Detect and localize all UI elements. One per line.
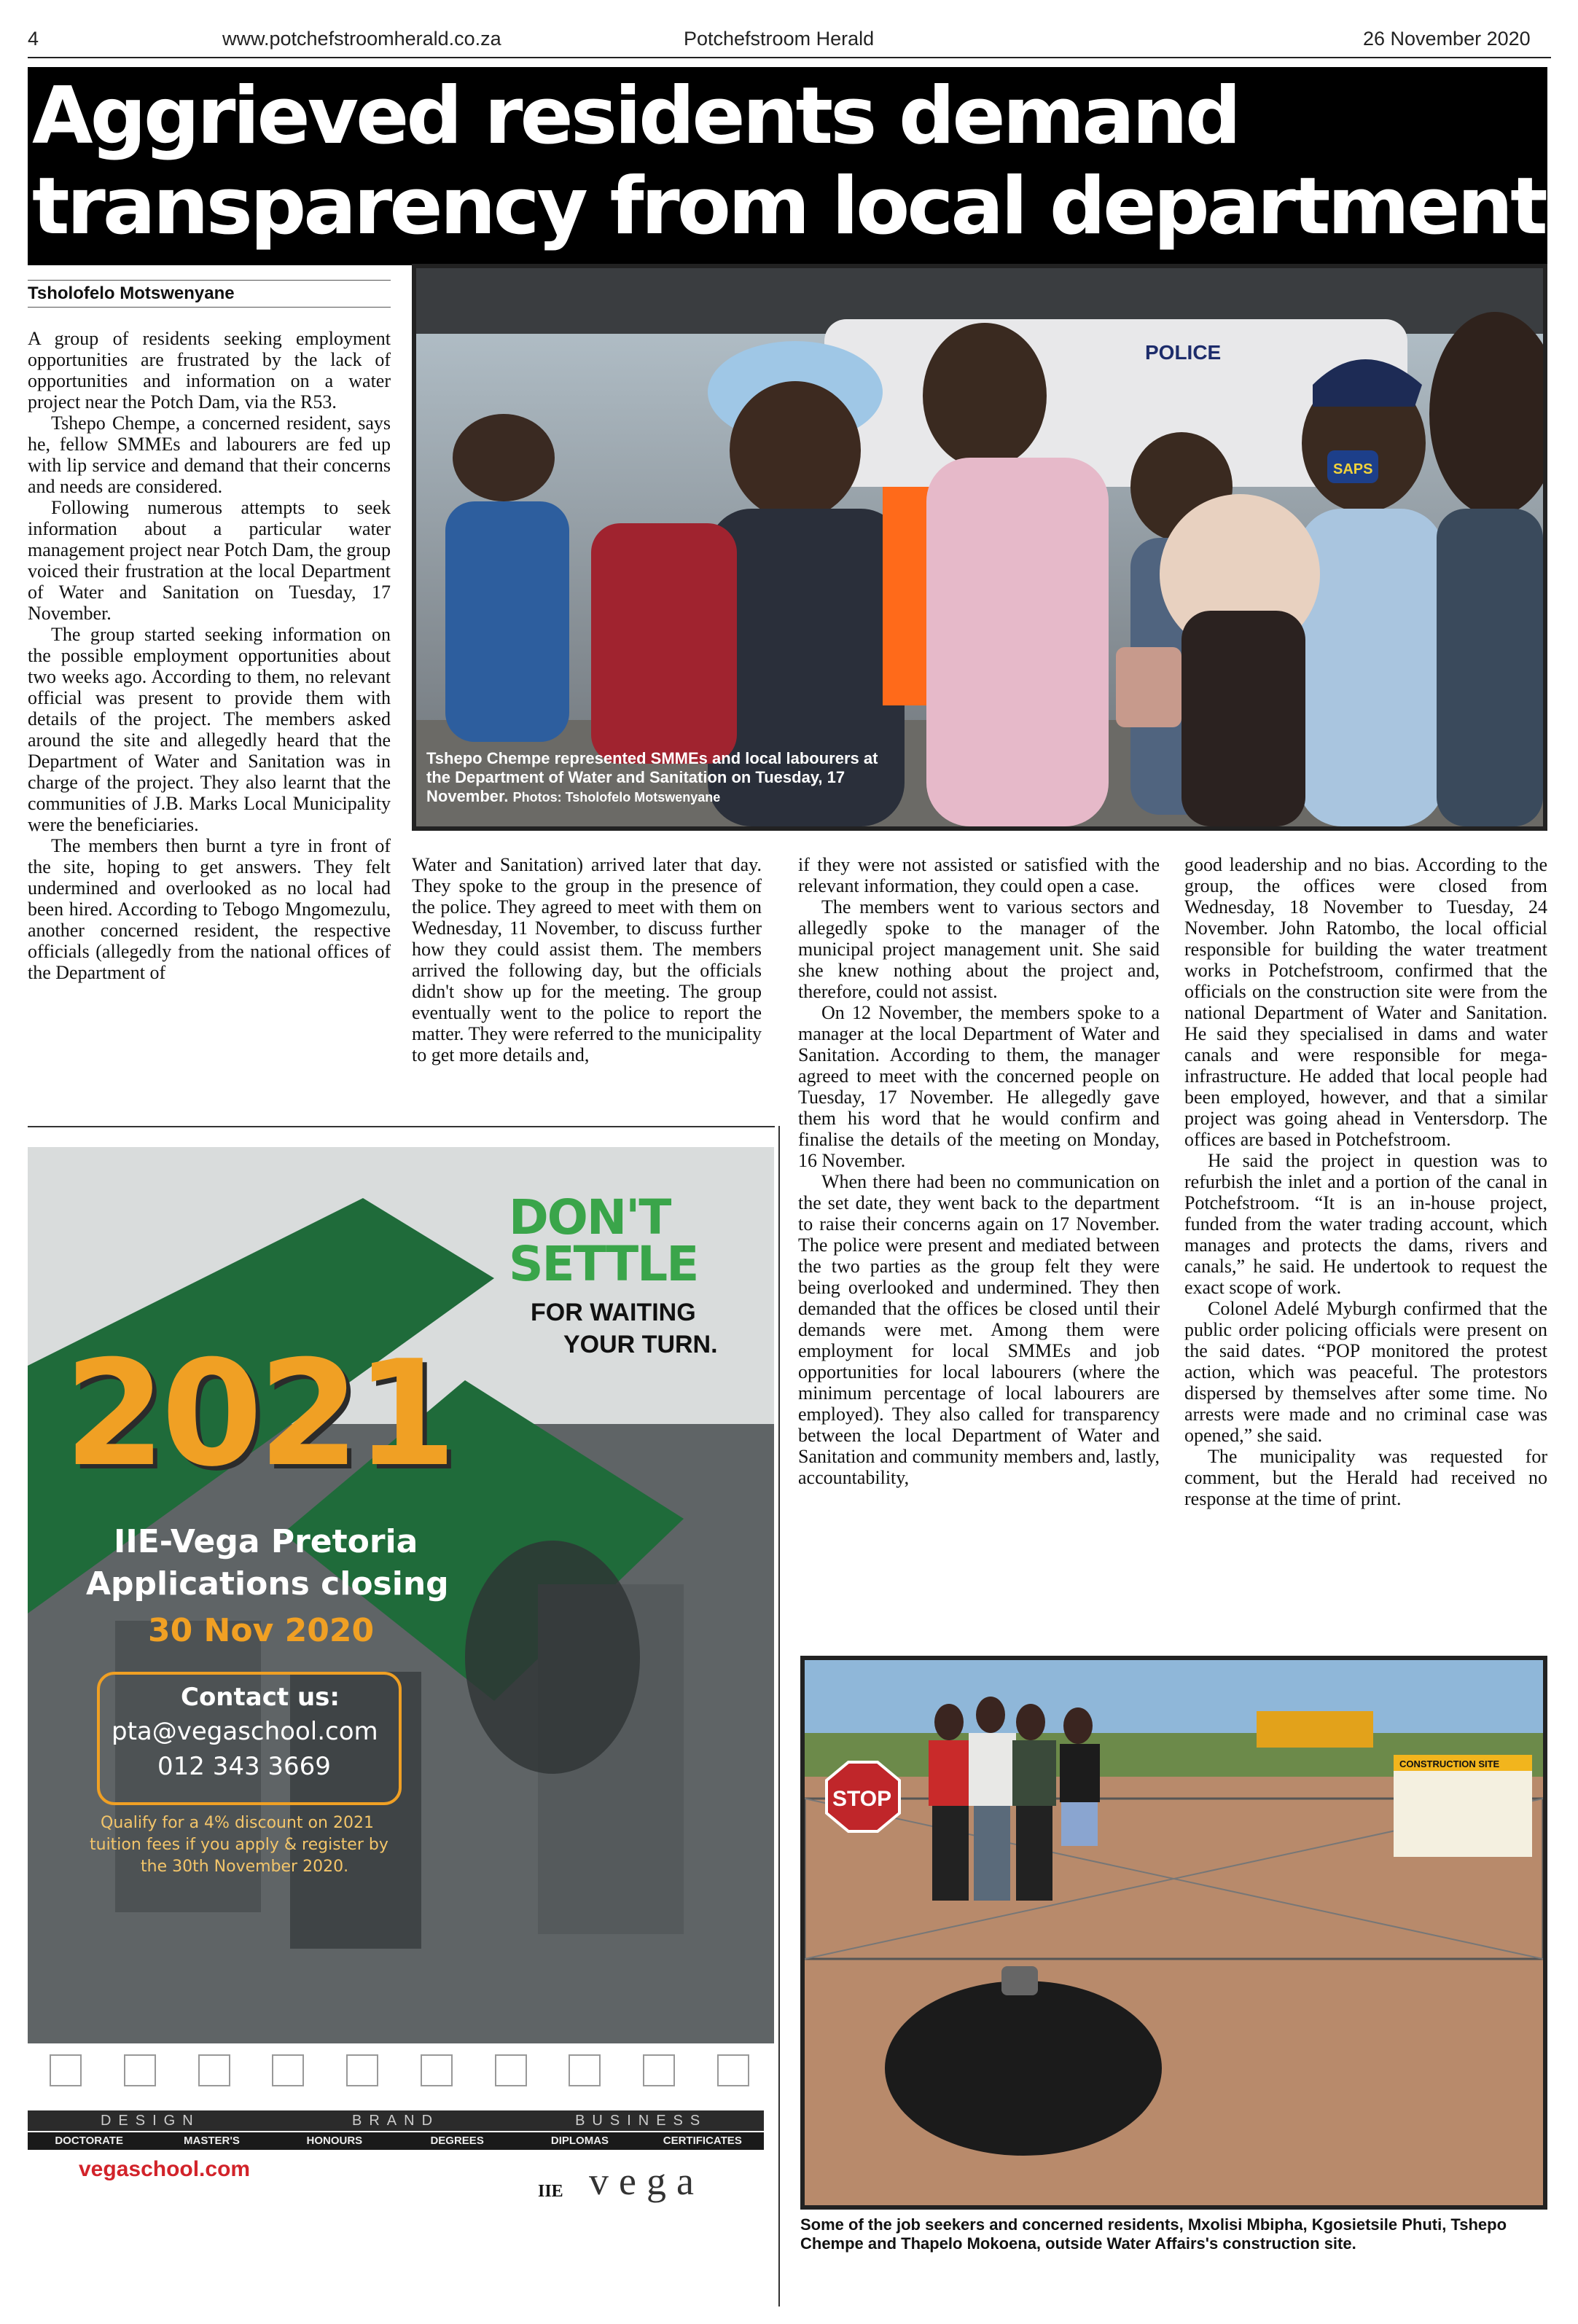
header-rule bbox=[28, 57, 1551, 58]
paragraph: if they were not assisted or satisfied with the relevant information, they could open a case. bbox=[798, 854, 1160, 896]
design-icon bbox=[717, 2054, 749, 2086]
photo-caption-overlay bbox=[426, 749, 900, 807]
pillar-design: DESIGN bbox=[100, 2113, 200, 2129]
paragraph: When there had been no communication on the set date, they went back to the department to raise their concerns again on 17 November. The police were present and mediated between the two parties as the group felt they were being overlooked and undermined. They then demanded that the offices be closed until their demands were met. Among them were employment for local SMMEs and job opportunities for local labourers (where the minimum percentage of local labourers are employed). They also called for transparency between the local Department of Water and Sanitation and community members and, lastly, accountability, bbox=[798, 1171, 1160, 1488]
design-icon bbox=[421, 2054, 453, 2086]
qualification: MASTER'S bbox=[184, 2135, 240, 2147]
construction-sign: CONSTRUCTION SITE bbox=[1399, 1758, 1500, 1769]
design-icon bbox=[346, 2054, 378, 2086]
design-icon bbox=[643, 2054, 675, 2086]
paragraph: The members then burnt a tyre in front of the site, hoping to get answers. They felt undermined and overlooked as no local had been hired. According to Tebogo Mngomezulu, another concerned resident, the respective officials (allegedly from the national offices of the Department of bbox=[28, 835, 391, 983]
article-column-2 bbox=[412, 854, 762, 1065]
ad-pillars-bar bbox=[28, 2110, 764, 2131]
site-photo-caption: Some of the job seekers and concerned residents, Mxolisi Mbipha, Kgosietsile Phuti, Tshepo Chempe and Thapelo Mokoena, outside Water Affairs's construction site. bbox=[800, 2215, 1507, 2253]
protest-photo-caption: Tshepo Chempe represented SMMEs and local labourers at the Department of Water and Sanitation on Tuesday, 17 November. bbox=[426, 749, 878, 805]
ad-dont: DON'T bbox=[509, 1189, 671, 1245]
article-column-3 bbox=[798, 854, 1160, 1488]
headline bbox=[28, 67, 1547, 265]
protest-photo bbox=[412, 264, 1547, 831]
site-photo-image bbox=[805, 1660, 1543, 2205]
column-divider bbox=[778, 1126, 780, 2307]
pillar-business: BUSINESS bbox=[575, 2113, 708, 2129]
design-icon bbox=[198, 2054, 230, 2086]
paragraph: The municipality was requested for comment, but the Herald had received no response at the time of print. bbox=[1184, 1446, 1547, 1509]
ad-year: 2021 bbox=[64, 1329, 453, 1499]
paragraph: A group of residents seeking employment opportunities are frustrated by the lack of opportunities and information on a water project near the Potch Dam, via the R53. bbox=[28, 328, 391, 412]
design-icon bbox=[124, 2054, 156, 2086]
ad-settle: SETTLE bbox=[509, 1236, 698, 1292]
paragraph: He said the project in question was to refurbish the inlet and a portion of the canal in Potchefstroom. “It is an in-house project, funded from the water trading account, which manages and protects the dams, rivers and canals,” he said. He undertook to request the exact scope of work. bbox=[1184, 1150, 1547, 1298]
ad-discount-2: tuition fees if you apply & register by bbox=[90, 1836, 388, 1854]
paragraph: On 12 November, the members spoke to a manager at the local Department of Water and Sanitation. According to them, the manager agreed to meet with the concerned people on Tuesday, 17 November. He allegedly gave them his word that he would confirm and finalise the details of the meeting on Monday, 16 November. bbox=[798, 1002, 1160, 1171]
ad-applications: Applications closing bbox=[86, 1565, 449, 1603]
article-column-1 bbox=[28, 328, 391, 983]
issue-date: 26 November 2020 bbox=[1363, 28, 1531, 50]
site-photo bbox=[800, 1656, 1547, 2210]
article-column-4 bbox=[1184, 854, 1547, 1509]
page-number: 4 bbox=[28, 28, 39, 50]
qualification: DOCTORATE bbox=[55, 2135, 123, 2147]
ad-discount-3: the 30th November 2020. bbox=[141, 1858, 349, 1876]
ad-contact-label: Contact us: bbox=[181, 1683, 340, 1712]
photo-credit: Photos: Tsholofelo Motswenyane bbox=[512, 790, 721, 805]
vega-advertisement[interactable] bbox=[28, 1147, 774, 2215]
design-icon bbox=[50, 2054, 82, 2086]
paragraph: good leadership and no bias. According to the group, the offices were closed from Wednesday, 18 November to Tuesday, 24 November. John Ratombo, the local official responsible for building the water treatment works in Potchefstroom, confirmed that the officials on the construction site were from the national Department of Water and Sanitation. He said they specialised in dams and water canals and were responsible for mega-infrastructure. He added that local people had been employed, however, and that a similar project was going ahead in Ventersdorp. The offices are based in Potchefstroom. bbox=[1184, 854, 1547, 1150]
paper-name: Potchefstroom Herald bbox=[684, 28, 875, 50]
ad-closing-date: 30 Nov 2020 bbox=[148, 1612, 375, 1649]
ad-icon-row bbox=[50, 2054, 749, 2091]
stop-sign: STOP bbox=[832, 1787, 892, 1811]
paragraph: The group started seeking information on the possible employment opportunities about two weeks ago. According to them, no relevant official was present to provide them with details of the project. The members asked around the site and allegedly heard that the Department of Water and Sanitation was in charge of the project. They also learnt that the communities of J.B. Marks Local Municipality were the beneficiaries. bbox=[28, 624, 391, 835]
ad-tagline-1: FOR WAITING bbox=[531, 1299, 696, 1326]
design-icon bbox=[272, 2054, 304, 2086]
ad-phone[interactable]: 012 343 3669 bbox=[157, 1752, 331, 1781]
paragraph: Tshepo Chempe, a concerned resident, says he, fellow SMMEs and labourers are fed up with lip service and demand that their concerns and needs are considered. bbox=[28, 412, 391, 497]
column-divider bbox=[28, 1126, 775, 1127]
iie-logo: IIE bbox=[538, 2182, 563, 2201]
police-van-label: POLICE bbox=[1145, 341, 1222, 364]
headline-line-1: Aggrieved residents demand bbox=[32, 71, 1239, 162]
ad-tagline-2: YOUR TURN. bbox=[563, 1331, 718, 1358]
ad-email[interactable]: pta@vegaschool.com bbox=[112, 1717, 378, 1746]
design-icon bbox=[495, 2054, 527, 2086]
ad-qualifications-bar bbox=[28, 2132, 764, 2150]
headline-line-2: transparency from local department bbox=[32, 161, 1545, 252]
ad-discount-1: Qualify for a 4% discount on 2021 bbox=[101, 1814, 374, 1832]
pillar-brand: BRAND bbox=[352, 2113, 440, 2129]
qualification: DEGREES bbox=[430, 2135, 484, 2147]
qualification: DIPLOMAS bbox=[550, 2135, 609, 2147]
protest-photo-image bbox=[416, 268, 1543, 826]
vega-logo: vega bbox=[589, 2159, 704, 2203]
ad-campus: IIE-Vega Pretoria bbox=[114, 1523, 418, 1560]
saps-mask-label: SAPS bbox=[1333, 461, 1373, 477]
design-icon bbox=[569, 2054, 601, 2086]
qualification: HONOURS bbox=[306, 2135, 363, 2147]
byline: Tsholofelo Motswenyane bbox=[28, 280, 391, 308]
qualification: CERTIFICATES bbox=[663, 2135, 742, 2147]
website-url[interactable]: www.potchefstroomherald.co.za bbox=[222, 28, 501, 50]
paragraph: Following numerous attempts to seek information about a particular water management project near Potch Dam, the group voiced their frustration at the local Department of Water and Sanitation on Tuesday, 17 November. bbox=[28, 497, 391, 624]
paragraph: The members went to various sectors and allegedly spoke to the manager of the municipal project management unit. She said she knew nothing about the project and, therefore, could not assist. bbox=[798, 896, 1160, 1002]
ad-website[interactable]: vegaschool.com bbox=[79, 2157, 251, 2181]
paragraph: Colonel Adelé Myburgh confirmed that the public order policing officials were present on the said dates. “POP monitored the protest action, which was peaceful. The protestors dispersed by themselves after some time. No arrests were made and no criminal case was opened,” she said. bbox=[1184, 1298, 1547, 1446]
paragraph: Water and Sanitation) arrived later that day. They spoke to the group in the presence of the police. They agreed to meet with them on Wednesday, 11 November, to discuss further how they could assist them. The members arrived the following day, but the officials didn't show up for the meeting. The group eventually went to the police to report the matter. They were referred to the municipality to get more details and, bbox=[412, 854, 762, 1065]
